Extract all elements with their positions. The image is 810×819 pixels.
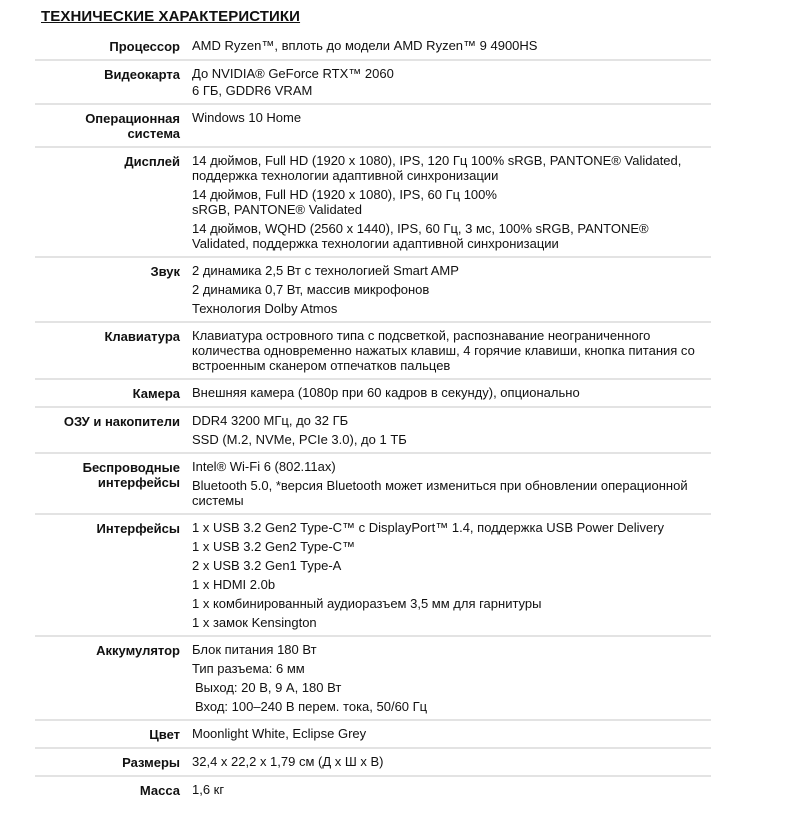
spec-values [192, 642, 711, 714]
spec-label: Размеры [122, 755, 180, 770]
spec-values [192, 782, 711, 798]
spec-values [192, 726, 711, 742]
spec-row-memory-storage [35, 408, 711, 454]
spec-value: 2 x USB 3.2 Gen1 Type-A [192, 558, 342, 573]
spec-value: Выход: 20 В, 9 А, 180 Вт [195, 680, 342, 695]
spec-label: Операционная система [85, 111, 180, 141]
spec-row-processor [35, 33, 711, 61]
spec-row-dimensions [35, 749, 711, 777]
spec-value: 6 ГБ, GDDR6 VRAM [192, 83, 313, 98]
spec-label: Процессор [109, 39, 180, 54]
spec-values [192, 385, 711, 401]
spec-value: Технология Dolby Atmos [192, 301, 338, 316]
spec-row-display [35, 148, 711, 258]
specs-table [35, 33, 711, 803]
spec-values [192, 413, 711, 447]
spec-row-weight [35, 777, 711, 803]
spec-value: 2 динамика 0,7 Вт, массив микрофонов [192, 282, 430, 297]
spec-values [192, 38, 711, 54]
spec-values [192, 153, 711, 251]
spec-row-wireless [35, 454, 711, 515]
spec-label: ОЗУ и накопители [63, 414, 180, 429]
spec-value: 14 дюймов, WQHD (2560 x 1440), IPS, 60 Гц, 3 мс, 100% sRGB, PANTONE® Validated, поддержка технологии адаптивной синхронизации [192, 221, 649, 251]
spec-values [192, 754, 711, 770]
spec-row-keyboard [35, 323, 711, 380]
spec-value: 1 x HDMI 2.0b [192, 577, 276, 592]
spec-value: Внешняя камера (1080p при 60 кадров в секунду), опционально [192, 385, 580, 400]
spec-value: 1 x замок Kensington [192, 615, 317, 630]
spec-value: Moonlight White, Eclipse Grey [192, 726, 367, 741]
spec-row-camera [35, 380, 711, 408]
spec-value: Windows 10 Home [192, 110, 302, 125]
spec-value: 1 x комбинированный аудиоразъем 3,5 мм для гарнитуры [192, 596, 542, 611]
spec-row-color [35, 721, 711, 749]
spec-values [192, 66, 711, 98]
spec-value: Клавиатура островного типа с подсветкой, распознавание неограниченного количества одновременно нажатых клавиш, 4 горячие клавиши, кнопка питания со встроенным сканером отпечатков пальцев [192, 328, 695, 373]
spec-value: 2 динамика 2,5 Вт с технологией Smart AMP [192, 263, 459, 278]
spec-label: Видеокарта [104, 67, 180, 82]
spec-value: Intel® Wi-Fi 6 (802.11ax) [192, 459, 336, 474]
spec-label: Клавиатура [104, 329, 180, 344]
spec-value: 1 x USB 3.2 Gen2 Type-C™ с DisplayPort™ 1.4, поддержка USB Power Delivery [192, 520, 665, 535]
spec-row-battery [35, 637, 711, 721]
spec-value: Bluetooth 5.0, *версия Bluetooth может измениться при обновлении операционной системы [192, 478, 688, 508]
spec-value: 1 x USB 3.2 Gen2 Type-C™ [192, 539, 356, 554]
spec-values [192, 263, 711, 316]
spec-values [192, 459, 711, 508]
spec-row-audio [35, 258, 711, 323]
spec-label: Аккумулятор [96, 643, 180, 658]
spec-values [192, 110, 711, 141]
spec-value: 32,4 x 22,2 x 1,79 см (Д x Ш x В) [192, 754, 384, 769]
spec-value: AMD Ryzen™, вплоть до модели AMD Ryzen™ 9 4900HS [192, 38, 538, 53]
spec-label: Камера [132, 386, 180, 401]
spec-value: 14 дюймов, Full HD (1920 x 1080), IPS, 120 Гц 100% sRGB, PANTONE® Validated, поддержка технологии адаптивной синхронизации [192, 153, 682, 183]
spec-label: Масса [139, 783, 180, 798]
spec-label: Беспроводные интерфейсы [82, 460, 180, 490]
spec-value: До NVIDIA® GeForce RTX™ 2060 [192, 66, 394, 81]
spec-row-ports [35, 515, 711, 637]
spec-label: Цвет [149, 727, 180, 742]
spec-row-gpu [35, 61, 711, 105]
spec-value: 14 дюймов, Full HD (1920 x 1080), IPS, 60 Гц 100% sRGB, PANTONE® Validated [192, 187, 497, 217]
spec-value: Вход: 100–240 В перем. тока, 50/60 Гц [195, 699, 428, 714]
spec-value: Блок питания 180 Вт [192, 642, 317, 657]
spec-label: Звук [150, 264, 180, 279]
spec-value: 1,6 кг [192, 782, 225, 797]
spec-label: Интерфейсы [96, 521, 180, 536]
spec-values [192, 520, 711, 630]
spec-value: SSD (M.2, NVMe, PCIe 3.0), до 1 ТБ [192, 432, 407, 447]
spec-value: DDR4 3200 МГц, до 32 ГБ [192, 413, 349, 428]
spec-row-os [35, 105, 711, 148]
spec-label: Дисплей [124, 154, 180, 169]
section-title: ТЕХНИЧЕСКИЕ ХАРАКТЕРИСТИКИ [41, 8, 301, 25]
spec-value: Тип разъема: 6 мм [192, 661, 305, 676]
spec-values [192, 328, 711, 373]
